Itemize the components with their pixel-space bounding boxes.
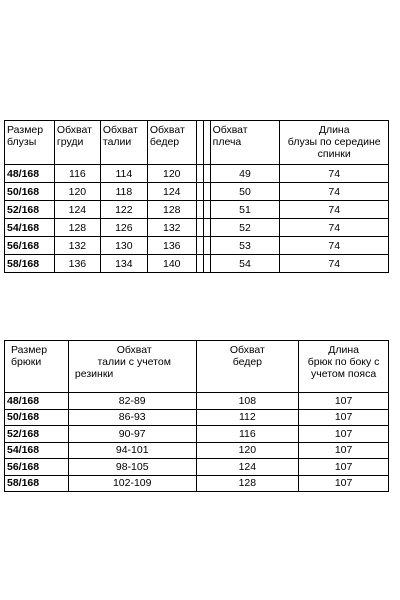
length-cell: 107 xyxy=(299,442,389,459)
table-row xyxy=(5,475,389,492)
spacer-cell xyxy=(203,237,210,255)
header-hips-line2: бедер xyxy=(232,356,263,368)
header-size-line2: брюки xyxy=(11,356,42,368)
hips-cell: 128 xyxy=(196,475,299,492)
hips-cell: 132 xyxy=(147,219,196,237)
blouse-size-table xyxy=(4,120,389,273)
spacer-cell xyxy=(203,219,210,237)
header-hips-line2: бедер xyxy=(149,136,180,148)
size-cell: 48/168 xyxy=(5,165,55,183)
header-shoulder-line1: Обхват xyxy=(212,124,248,136)
length-cell: 74 xyxy=(280,183,389,201)
header-size-line1: Размер xyxy=(7,124,44,136)
chest-cell: 128 xyxy=(54,219,100,237)
table-row xyxy=(5,442,389,459)
waist-cell: 122 xyxy=(100,201,147,219)
header-size-line2: блузы xyxy=(7,136,37,148)
table-row xyxy=(5,237,389,255)
header-length-line2: брюк по боку с xyxy=(307,356,380,368)
table-row xyxy=(5,165,389,183)
table-row xyxy=(5,255,389,273)
spacer-cell xyxy=(196,237,203,255)
header-length-line3: учетом пояса xyxy=(311,368,377,380)
table-row xyxy=(5,409,389,426)
length-cell: 74 xyxy=(280,165,389,183)
waist-cell: 90-97 xyxy=(68,426,196,443)
header-length-line3: спинки xyxy=(317,148,351,160)
hips-cell: 128 xyxy=(147,201,196,219)
hips-cell: 120 xyxy=(196,442,299,459)
waist-cell: 82-89 xyxy=(68,393,196,410)
size-cell: 54/168 xyxy=(5,219,55,237)
header-chest-line1: Обхват xyxy=(56,124,92,136)
header-shoulder-line2: плеча xyxy=(212,136,242,148)
table-row xyxy=(5,219,389,237)
header-waist xyxy=(100,121,147,165)
table-row xyxy=(5,426,389,443)
chest-cell: 120 xyxy=(54,183,100,201)
length-cell: 107 xyxy=(299,426,389,443)
length-cell: 74 xyxy=(280,201,389,219)
spacer-cell xyxy=(196,201,203,219)
length-cell: 74 xyxy=(280,237,389,255)
header-chest xyxy=(54,121,100,165)
header-hips xyxy=(196,341,299,393)
hips-cell: 140 xyxy=(147,255,196,273)
header-length xyxy=(280,121,389,165)
header-size xyxy=(5,341,69,393)
shoulder-cell: 50 xyxy=(210,183,280,201)
shoulder-cell: 54 xyxy=(210,255,280,273)
waist-cell: 130 xyxy=(100,237,147,255)
hips-cell: 116 xyxy=(196,426,299,443)
length-cell: 74 xyxy=(280,219,389,237)
hips-cell: 136 xyxy=(147,237,196,255)
header-hips xyxy=(147,121,196,165)
hips-cell: 108 xyxy=(196,393,299,410)
header-hips-line1: Обхват xyxy=(149,124,185,136)
size-cell: 58/168 xyxy=(5,255,55,273)
length-cell: 74 xyxy=(280,255,389,273)
waist-cell: 94-101 xyxy=(68,442,196,459)
table-row xyxy=(5,459,389,476)
spacer-cell xyxy=(203,255,210,273)
waist-cell: 126 xyxy=(100,219,147,237)
chest-cell: 136 xyxy=(54,255,100,273)
header-hips-line1: Обхват xyxy=(229,344,265,356)
shoulder-cell: 51 xyxy=(210,201,280,219)
hips-cell: 120 xyxy=(147,165,196,183)
header-waist-line2: талии с учетом xyxy=(97,356,171,368)
waist-cell: 98-105 xyxy=(68,459,196,476)
length-cell: 107 xyxy=(299,393,389,410)
chest-cell: 124 xyxy=(54,201,100,219)
spacer-cell xyxy=(203,183,210,201)
spacer-cell xyxy=(203,165,210,183)
length-cell: 107 xyxy=(299,459,389,476)
header-size-line1: Размер xyxy=(11,344,48,356)
table-row xyxy=(5,393,389,410)
size-cell: 54/168 xyxy=(5,442,69,459)
header-chest-line2: груди xyxy=(56,136,84,148)
shoulder-cell: 52 xyxy=(210,219,280,237)
header-waist-line3: резинки xyxy=(74,368,114,380)
header-waist-line1: Обхват xyxy=(102,124,138,136)
trousers-header-row xyxy=(5,341,389,393)
size-cell: 52/168 xyxy=(5,426,69,443)
spacer-cell xyxy=(196,255,203,273)
shoulder-cell: 53 xyxy=(210,237,280,255)
hips-cell: 112 xyxy=(196,409,299,426)
length-cell: 107 xyxy=(299,409,389,426)
header-shoulder xyxy=(210,121,280,165)
spacer-cell xyxy=(196,183,203,201)
waist-cell: 134 xyxy=(100,255,147,273)
trousers-size-table xyxy=(4,340,389,492)
header-length-line1: Длина xyxy=(328,344,359,356)
table-row xyxy=(5,183,389,201)
spacer-cell xyxy=(196,219,203,237)
header-length-line2: блузы по середине xyxy=(287,136,381,148)
size-cell: 50/168 xyxy=(5,409,69,426)
waist-cell: 114 xyxy=(100,165,147,183)
waist-cell: 102-109 xyxy=(68,475,196,492)
size-cell: 56/168 xyxy=(5,459,69,476)
hips-cell: 124 xyxy=(196,459,299,476)
hips-cell: 124 xyxy=(147,183,196,201)
waist-cell: 118 xyxy=(100,183,147,201)
size-cell: 50/168 xyxy=(5,183,55,201)
size-cell: 48/168 xyxy=(5,393,69,410)
header-size xyxy=(5,121,55,165)
chest-cell: 116 xyxy=(54,165,100,183)
spacer-column xyxy=(196,121,203,165)
size-cell: 52/168 xyxy=(5,201,55,219)
header-length xyxy=(299,341,389,393)
spacer-cell xyxy=(196,165,203,183)
chest-cell: 132 xyxy=(54,237,100,255)
header-waist xyxy=(68,341,196,393)
header-length-line1: Длина xyxy=(318,124,350,136)
length-cell: 107 xyxy=(299,475,389,492)
table-row xyxy=(5,201,389,219)
size-cell: 56/168 xyxy=(5,237,55,255)
blouse-header-row xyxy=(5,121,389,165)
shoulder-cell: 49 xyxy=(210,165,280,183)
size-cell: 58/168 xyxy=(5,475,69,492)
spacer-cell xyxy=(203,201,210,219)
header-waist-line1: Обхват xyxy=(116,344,152,356)
header-waist-line2: талии xyxy=(102,136,132,148)
spacer-column xyxy=(203,121,210,165)
waist-cell: 86-93 xyxy=(68,409,196,426)
